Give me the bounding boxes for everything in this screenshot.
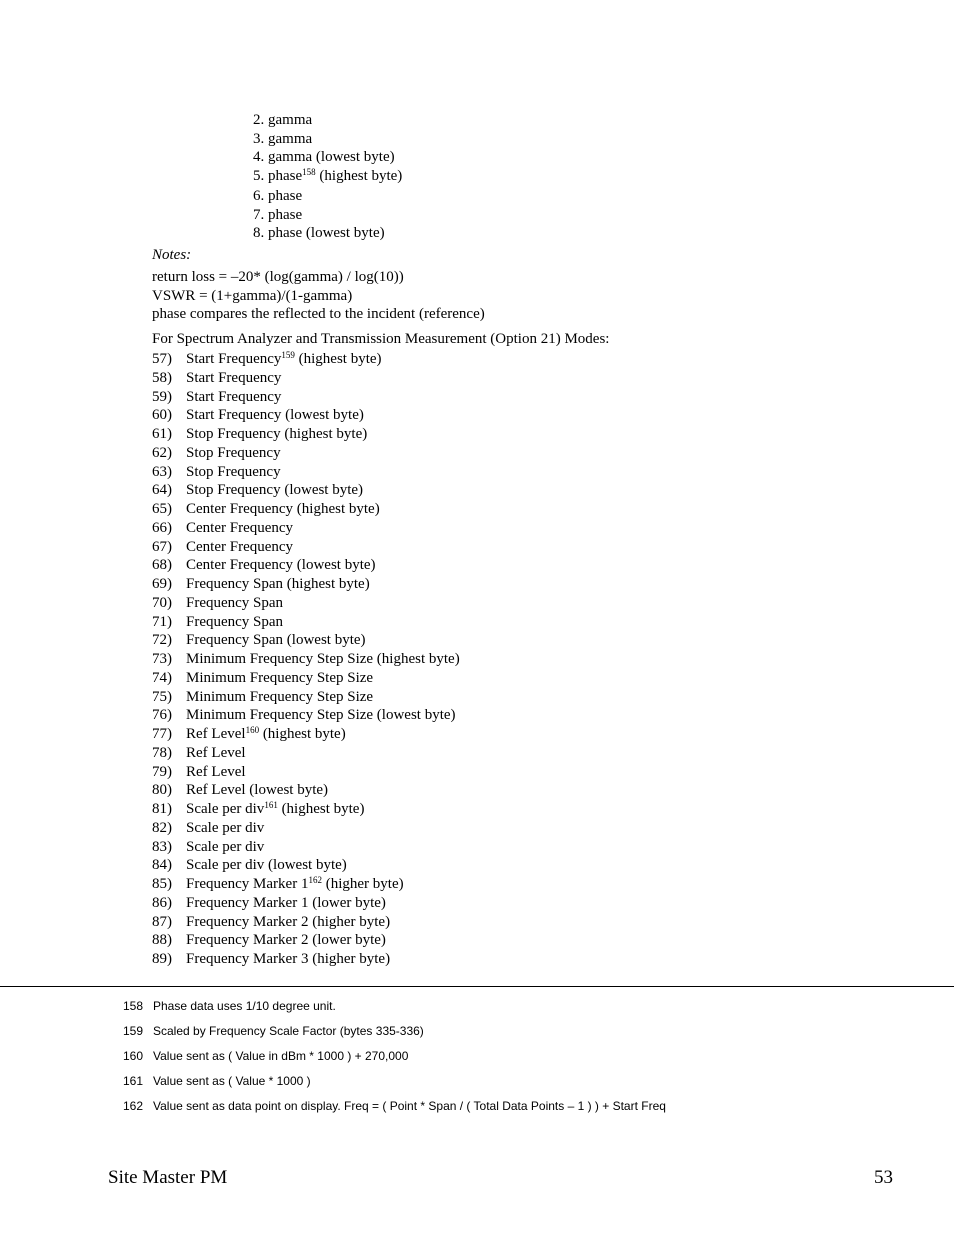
list-item: 76) Minimum Frequency Step Size (lowest byte) xyxy=(152,707,456,724)
list-item: 84) Scale per div (lowest byte) xyxy=(152,857,347,874)
note-phase: phase compares the reflected to the incident (reference) xyxy=(152,306,485,322)
list-item: 58) Start Frequency xyxy=(152,369,282,386)
list-item: 8. phase (lowest byte) xyxy=(253,225,385,242)
list-item: 60) Start Frequency (lowest byte) xyxy=(152,407,364,424)
list-item: 62) Stop Frequency xyxy=(152,444,281,461)
footnote-ref[interactable]: 161 xyxy=(264,800,278,810)
spectrum-byte-list xyxy=(152,350,460,969)
list-item: 6. phase xyxy=(253,187,303,204)
list-item: 67) Center Frequency xyxy=(152,538,294,555)
list-item: 78) Ref Level xyxy=(152,744,246,761)
list-item: 4. gamma (lowest byte) xyxy=(253,149,395,166)
list-item: 64) Stop Frequency (lowest byte) xyxy=(152,482,364,499)
notes-label: Notes: xyxy=(152,247,192,263)
list-item: 85) Frequency Marker $1^{162}$ (higher byte) xyxy=(152,875,404,892)
footnote-ref[interactable]: 160 xyxy=(245,725,260,735)
list-item: 2. gamma xyxy=(253,112,313,128)
list-item: 68) Center Frequency (lowest byte) xyxy=(152,557,376,574)
note-return-loss: return loss = –20* (log(gamma) / log(10)) xyxy=(152,269,404,285)
list-item: 59) Start Frequency xyxy=(152,388,282,405)
list-item: 74) Minimum Frequency Step Size xyxy=(152,669,374,686)
list-item: 77) Ref Level$^{160}$ (highest byte) xyxy=(152,725,346,742)
list-item: 86) Frequency Marker 1 (lower byte) xyxy=(152,894,386,911)
list-item: 89) Frequency Marker 3 (higher byte) xyxy=(152,951,391,967)
footnote: 161 Value sent as ( Value * 1000 ) xyxy=(123,1074,311,1088)
section-heading: For Spectrum Analyzer and Transmission Measurement (Option 21) Modes: xyxy=(152,331,610,347)
footnote: 158 Phase data uses 1/10 degree unit. xyxy=(123,999,336,1013)
footnote: 162 Value sent as data point on display. Freq = ( Point * Span / ( Total Data Points – 1 ) ) + Start Freq xyxy=(123,1099,666,1113)
footer-title: Site Master PM xyxy=(108,1167,228,1188)
page-number: 53 xyxy=(874,1167,893,1188)
list-item: 7. phase xyxy=(253,206,303,223)
list-item: 71) Frequency Span xyxy=(152,613,284,630)
list-item: 80) Ref Level (lowest byte) xyxy=(152,782,329,799)
footnote-ref[interactable]: 159 xyxy=(281,350,295,360)
footnote: 160 Value sent as ( Value in dBm * 1000 ) + 270,000 xyxy=(123,1049,409,1063)
list-item: 61) Stop Frequency (highest byte) xyxy=(152,426,368,442)
list-item: 81) Scale per div$^{161}$ (highest byte) xyxy=(152,800,365,817)
list-item: 5. phase$^{158}$ (highest byte) xyxy=(253,167,403,185)
list-item: 87) Frequency Marker 2 (higher byte) xyxy=(152,913,391,930)
footnote-ref[interactable]: 162 xyxy=(308,875,322,885)
byte-list xyxy=(253,111,402,243)
list-item: 57) Start Frequency$^{159}$ (highest byte) xyxy=(152,350,382,367)
list-item: 70) Frequency Span xyxy=(152,594,284,611)
footnote-divider xyxy=(0,986,954,987)
list-item: 69) Frequency Span (highest byte) xyxy=(152,576,370,592)
list-item: 79) Ref Level xyxy=(152,763,246,780)
list-item: 88) Frequency Marker 2 (lower byte) xyxy=(152,932,386,949)
list-item: 65) Center Frequency (highest byte) xyxy=(152,501,380,517)
footnote: 159 Scaled by Frequency Scale Factor (bytes 335-336) xyxy=(123,1024,424,1038)
list-item: 72) Frequency Span (lowest byte) xyxy=(152,632,366,649)
list-item: 66) Center Frequency xyxy=(152,519,294,536)
list-item: 83) Scale per div xyxy=(152,838,265,855)
footnote-ref[interactable]: 158 xyxy=(302,167,316,178)
list-item: 3. gamma xyxy=(253,130,313,147)
list-item: 82) Scale per div xyxy=(152,819,265,836)
list-item: 63) Stop Frequency xyxy=(152,463,281,480)
list-item: 73) Minimum Frequency Step Size (highest byte) xyxy=(152,651,460,667)
note-vswr: VSWR = (1+gamma)/(1-gamma) xyxy=(152,288,353,304)
list-item: 75) Minimum Frequency Step Size xyxy=(152,688,374,705)
